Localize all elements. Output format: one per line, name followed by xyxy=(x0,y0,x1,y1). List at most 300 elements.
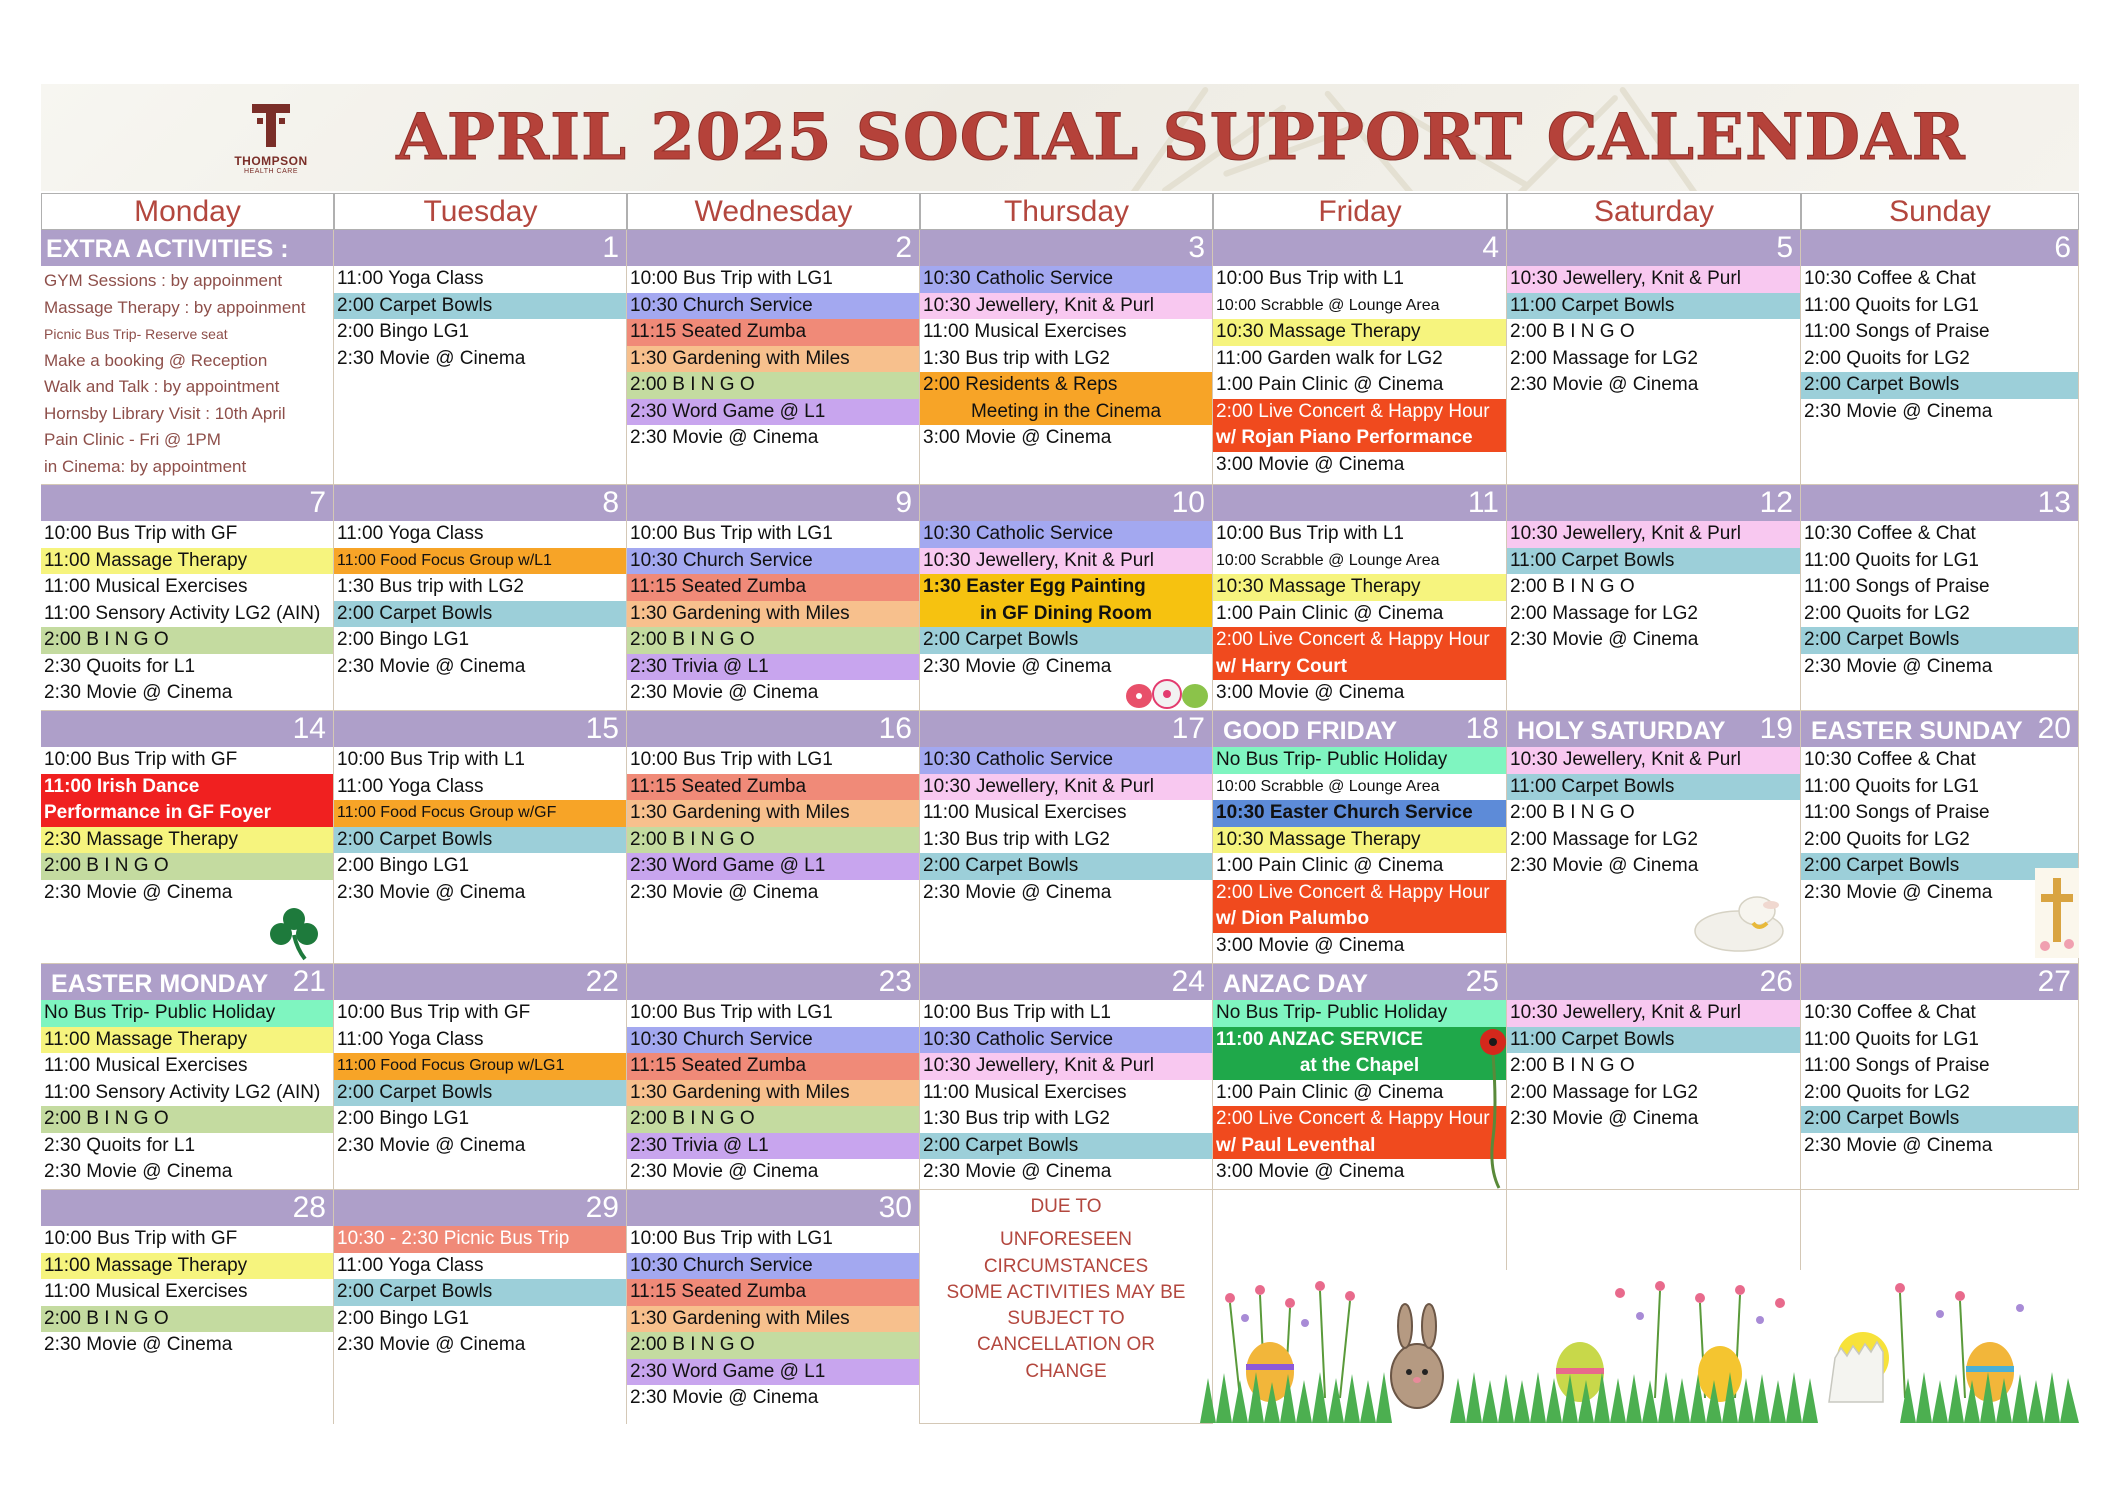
event-carpet-bowls: 2:00 Carpet Bowls xyxy=(1801,853,2078,880)
event-carpet-bowls: 2:00 Carpet Bowls xyxy=(334,1279,626,1306)
event-coffee-chat: 10:30 Coffee & Chat xyxy=(1804,268,1976,289)
event-quoits: 11:00 Quoits for LG1 xyxy=(1804,1028,1979,1050)
event-songs-of-praise: 11:00 Songs of Praise xyxy=(1804,1055,1990,1076)
event-quoits: 2:00 Quoits for LG2 xyxy=(1804,602,1970,624)
event-movie: 2:30 Movie @ Cinema xyxy=(337,881,526,903)
event-movie: 2:30 Movie @ Cinema xyxy=(1510,1108,1699,1129)
day-number: 26 xyxy=(1759,965,1793,998)
lamb-icon xyxy=(1687,889,1787,955)
event-bus-trip: 1:30 Bus trip with LG2 xyxy=(337,576,524,597)
day-cell-19 xyxy=(1507,711,1801,964)
day-cell-23 xyxy=(627,964,920,1190)
event-carpet-bowls: 2:00 Carpet Bowls xyxy=(920,1133,1212,1160)
day-cell-13 xyxy=(1801,485,2079,711)
day-bar xyxy=(1213,485,1506,521)
day-number: 4 xyxy=(1482,231,1499,264)
day-bar xyxy=(920,711,1212,747)
event-massage: 10:30 Massage Therapy xyxy=(1213,574,1506,601)
event-coffee-chat: 10:30 Coffee & Chat xyxy=(1804,1002,1976,1023)
event-list xyxy=(627,1226,919,1412)
event-word-game: 2:30 Word Game @ L1 xyxy=(627,1359,919,1386)
event-list xyxy=(41,521,333,707)
event-garden-walk: 11:00 Garden walk for LG2 xyxy=(1216,347,1443,369)
event-carpet-bowls: 11:00 Carpet Bowls xyxy=(1507,293,1800,320)
event-bingo: 2:00 B I N G O xyxy=(41,1106,333,1133)
day-number: 20 xyxy=(2037,712,2071,745)
holiday-label: GOOD FRIDAY xyxy=(1223,717,1398,745)
event-sensory-activity: 11:00 Sensory Activity LG2 (AIN) xyxy=(44,602,321,624)
event-bus-trip: 10:00 Bus Trip with GF xyxy=(337,1002,531,1023)
event-movie: 2:30 Movie @ Cinema xyxy=(630,1161,819,1182)
day-bar xyxy=(1801,964,2078,1000)
event-movie: 3:00 Movie @ Cinema xyxy=(1216,453,1405,475)
holiday-label: HOLY SATURDAY xyxy=(1517,717,1726,745)
event-movie: 2:30 Movie @ Cinema xyxy=(1804,881,1993,903)
event-zumba: 11:15 Seated Zumba xyxy=(627,774,919,801)
day-number: 30 xyxy=(878,1191,912,1224)
event-carpet-bowls: 11:00 Carpet Bowls xyxy=(1507,548,1800,575)
event-bingo: 2:00 Bingo LG1 xyxy=(337,1307,470,1329)
event-massage: 11:00 Massage Therapy xyxy=(41,1253,333,1280)
event-bus-trip: 10:00 Bus Trip with GF xyxy=(44,749,238,770)
event-list xyxy=(41,747,333,906)
day-bar xyxy=(1801,485,2078,521)
event-musical-exercises: 11:00 Musical Exercises xyxy=(44,1055,248,1076)
event-yoga: 11:00 Yoga Class xyxy=(337,1028,484,1050)
day-bar xyxy=(1801,230,2078,266)
event-movie: 3:00 Movie @ Cinema xyxy=(1216,934,1405,956)
event-carpet-bowls: 2:00 Carpet Bowls xyxy=(1801,627,2078,654)
day-cell-4 xyxy=(1213,230,1507,485)
event-movie: 2:30 Movie @ Cinema xyxy=(923,1161,1112,1182)
logo-t-icon xyxy=(252,104,290,150)
event-movie: 3:00 Movie @ Cinema xyxy=(1216,682,1405,703)
event-carpet-bowls: 11:00 Carpet Bowls xyxy=(1507,1027,1800,1054)
event-carpet-bowls: 2:00 Carpet Bowls xyxy=(1801,372,2078,399)
day-header-sunday: Sunday xyxy=(1801,193,2079,230)
event-movie: 2:30 Movie @ Cinema xyxy=(923,655,1112,677)
event-coffee-chat: 10:30 Coffee & Chat xyxy=(1804,523,1976,544)
event-carpet-bowls: 2:00 Carpet Bowls xyxy=(920,853,1212,880)
day-bar xyxy=(41,964,333,1000)
event-list xyxy=(627,266,919,452)
day-number: 28 xyxy=(292,1191,326,1224)
event-zumba: 11:15 Seated Zumba xyxy=(627,574,919,601)
event-gardening: 1:30 Gardening with Miles xyxy=(627,1306,919,1333)
event-bus-trip: 10:00 Bus Trip with LG1 xyxy=(630,1228,833,1249)
extra-item: Picnic Bus Trip- Reserve seat xyxy=(44,326,228,342)
event-food-focus: 11:00 Food Focus Group w/L1 xyxy=(334,548,626,575)
event-massage: 10:30 Massage Therapy xyxy=(1213,827,1506,854)
event-movie: 2:30 Movie @ Cinema xyxy=(630,427,819,448)
event-movie: 2:30 Movie @ Cinema xyxy=(923,881,1112,903)
event-carpet-bowls: 2:00 Carpet Bowls xyxy=(334,293,626,320)
event-jewellery: 10:30 Jewellery, Knit & Purl xyxy=(920,1053,1212,1080)
event-pain-clinic: 1:00 Pain Clinic @ Cinema xyxy=(1216,602,1444,624)
event-list xyxy=(627,747,919,906)
day-cell-18 xyxy=(1213,711,1507,964)
day-bar xyxy=(334,711,626,747)
day-cell-15 xyxy=(334,711,627,964)
day-bar xyxy=(920,230,1212,266)
day-cell-6 xyxy=(1801,230,2079,485)
event-carpet-bowls: 2:00 Carpet Bowls xyxy=(334,827,626,854)
event-movie: 2:30 Movie @ Cinema xyxy=(44,682,233,703)
event-public-holiday: No Bus Trip- Public Holiday xyxy=(1213,1000,1506,1027)
day-number: 27 xyxy=(2037,965,2071,998)
event-musical-exercises: 11:00 Musical Exercises xyxy=(923,802,1127,823)
event-food-focus: 11:00 Food Focus Group w/GF xyxy=(334,800,626,827)
event-trivia: 2:30 Trivia @ L1 xyxy=(627,654,919,681)
day-header-tuesday: Tuesday xyxy=(334,193,627,230)
day-cell-29 xyxy=(334,1190,627,1424)
event-bingo: 2:00 B I N G O xyxy=(41,1306,333,1333)
event-church-service: 10:30 Church Service xyxy=(627,1027,919,1054)
event-word-game: 2:30 Word Game @ L1 xyxy=(627,853,919,880)
day-bar xyxy=(334,485,626,521)
day-cell-5 xyxy=(1507,230,1801,485)
event-public-holiday: No Bus Trip- Public Holiday xyxy=(41,1000,333,1027)
event-movie: 2:30 Movie @ Cinema xyxy=(44,1334,233,1355)
event-jewellery: 10:30 Jewellery, Knit & Purl xyxy=(1507,1000,1800,1027)
day-number: 10 xyxy=(1171,486,1205,519)
day-bar xyxy=(334,964,626,1000)
day-bar xyxy=(627,485,919,521)
page-title: APRIL 2025 SOCIAL SUPPORT CALENDAR xyxy=(396,100,1966,175)
holiday-label: ANZAC DAY xyxy=(1223,970,1368,998)
day-cell-8 xyxy=(334,485,627,711)
event-carpet-bowls: 2:00 Carpet Bowls xyxy=(334,601,626,628)
extra-item: GYM Sessions : by appoinment xyxy=(44,271,283,290)
day-number: 11 xyxy=(1467,486,1499,519)
day-cell-20 xyxy=(1801,711,2079,964)
day-cell-25 xyxy=(1213,964,1507,1190)
event-scrabble: 10:00 Scrabble @ Lounge Area xyxy=(1216,551,1440,569)
day-number: 13 xyxy=(2037,486,2071,519)
empty-cell xyxy=(1507,1190,1801,1270)
extra-item: in Cinema: by appointment xyxy=(44,456,247,476)
event-list xyxy=(1801,521,2078,680)
day-number: 18 xyxy=(1465,712,1499,745)
event-residents-reps: 2:00 Residents & Reps xyxy=(920,372,1212,399)
event-gardening: 1:30 Gardening with Miles xyxy=(627,1080,919,1107)
event-movie: 2:30 Movie @ Cinema xyxy=(630,1387,819,1408)
event-list xyxy=(1507,1000,1800,1133)
day-cell-27 xyxy=(1801,964,2079,1190)
event-gardening: 1:30 Gardening with Miles xyxy=(627,601,919,628)
day-number: 2 xyxy=(895,231,912,264)
day-cell-3 xyxy=(920,230,1213,485)
event-picnic-bus-trip: 10:30 - 2:30 Picnic Bus Trip xyxy=(334,1226,626,1253)
empty-cell xyxy=(1213,1190,1507,1270)
event-movie: 2:30 Movie @ Cinema xyxy=(337,347,526,369)
event-bingo: 2:00 Bingo LG1 xyxy=(337,1108,470,1129)
event-irish-dance: 11:00 Irish Dance xyxy=(41,774,333,801)
day-header-thursday: Thursday xyxy=(920,193,1213,230)
event-bus-trip: 10:00 Bus Trip with L1 xyxy=(923,1002,1111,1023)
event-bus-trip: 10:00 Bus Trip with LG1 xyxy=(630,523,833,544)
event-bus-trip: 10:00 Bus Trip with LG1 xyxy=(630,1002,833,1023)
day-number: 16 xyxy=(878,712,912,745)
cross-icon xyxy=(2035,868,2079,958)
day-bar xyxy=(627,1190,919,1226)
day-number: 12 xyxy=(1759,486,1793,519)
event-list xyxy=(1213,266,1506,478)
event-movie: 2:30 Movie @ Cinema xyxy=(630,881,819,903)
event-easter-egg-painting: 1:30 Easter Egg Painting xyxy=(920,574,1212,601)
event-quoits: 11:00 Quoits for LG1 xyxy=(1804,294,1979,316)
event-catholic-service: 10:30 Catholic Service xyxy=(920,747,1212,774)
notice-line: SOME ACTIVITIES MAY BE xyxy=(946,1281,1186,1303)
easter-garden-decoration xyxy=(1200,1268,2079,1423)
notice-line: UNFORESEEN xyxy=(1000,1229,1132,1251)
day-cell-7 xyxy=(41,485,334,711)
day-cell-10 xyxy=(920,485,1213,711)
day-number: 23 xyxy=(878,965,912,998)
day-cell-1 xyxy=(334,230,627,485)
notice-line: CANCELLATION OR xyxy=(976,1334,1156,1356)
event-movie: 2:30 Movie @ Cinema xyxy=(1510,374,1699,395)
event-bingo: 2:00 B I N G O xyxy=(1510,1055,1635,1076)
event-movie: 2:30 Movie @ Cinema xyxy=(1804,1134,1993,1156)
event-residents-reps-cont: Meeting in the Cinema xyxy=(920,399,1212,426)
notice-line: SUBJECT TO xyxy=(1007,1308,1125,1330)
logo-name: THOMPSON xyxy=(234,154,308,168)
day-cell-12 xyxy=(1507,485,1801,711)
event-gardening: 1:30 Gardening with Miles xyxy=(627,346,919,373)
day-number: 7 xyxy=(309,486,326,519)
day-cell-21 xyxy=(41,964,334,1190)
notice-line: CHANGE xyxy=(1025,1360,1107,1382)
event-movie: 2:30 Movie @ Cinema xyxy=(337,655,526,677)
event-live-concert: 2:00 Live Concert & Happy Hour xyxy=(1213,627,1506,654)
event-bingo: 2:00 B I N G O xyxy=(627,827,919,854)
event-coffee-chat: 10:30 Coffee & Chat xyxy=(1804,749,1976,770)
event-catholic-service: 10:30 Catholic Service xyxy=(920,521,1212,548)
event-quoits: 2:30 Quoits for L1 xyxy=(44,655,196,677)
event-trivia: 2:30 Trivia @ L1 xyxy=(627,1133,919,1160)
event-quoits: 2:00 Quoits for LG2 xyxy=(1804,828,1970,850)
event-bingo: 2:00 B I N G O xyxy=(41,627,333,654)
event-bingo: 2:00 B I N G O xyxy=(627,1332,919,1359)
event-carpet-bowls: 2:00 Carpet Bowls xyxy=(1801,1106,2078,1133)
event-jewellery: 10:30 Jewellery, Knit & Purl xyxy=(1507,747,1800,774)
event-irish-dance-location: Performance in GF Foyer xyxy=(41,800,333,827)
extra-activities-label: EXTRA ACTIVITIES : xyxy=(46,235,289,263)
extra-activities-list xyxy=(41,268,333,480)
day-number: 17 xyxy=(1171,712,1205,745)
day-bar xyxy=(1507,485,1800,521)
event-list xyxy=(1507,266,1800,399)
day-number: 1 xyxy=(602,231,619,264)
event-pain-clinic: 1:00 Pain Clinic @ Cinema xyxy=(1216,1081,1444,1103)
event-jewellery: 10:30 Jewellery, Knit & Purl xyxy=(920,774,1212,801)
event-zumba: 11:15 Seated Zumba xyxy=(627,1279,919,1306)
event-bingo: 2:00 Bingo LG1 xyxy=(337,629,470,650)
event-scrabble: 10:00 Scrabble @ Lounge Area xyxy=(1216,296,1440,314)
event-list xyxy=(920,1000,1212,1186)
event-bus-trip: 1:30 Bus trip with LG2 xyxy=(923,828,1110,850)
event-massage: 10:30 Massage Therapy xyxy=(1213,319,1506,346)
event-bingo: 2:00 B I N G O xyxy=(627,1106,919,1133)
event-musical-exercises: 11:00 Musical Exercises xyxy=(923,1081,1127,1103)
day-bar xyxy=(627,964,919,1000)
event-jewellery: 10:30 Jewellery, Knit & Purl xyxy=(1507,266,1800,293)
day-bar xyxy=(627,711,919,747)
day-bar xyxy=(1213,964,1506,1000)
event-church-service: 10:30 Church Service xyxy=(627,548,919,575)
event-movie: 2:30 Movie @ Cinema xyxy=(1510,855,1699,876)
event-list xyxy=(334,747,626,906)
event-list xyxy=(920,266,1212,452)
event-catholic-service: 10:30 Catholic Service xyxy=(920,266,1212,293)
event-list xyxy=(1213,1000,1506,1186)
day-cell-2 xyxy=(627,230,920,485)
event-live-concert-performer: w/ Harry Court xyxy=(1213,654,1506,681)
day-bar xyxy=(41,711,333,747)
event-easter-egg-painting-location: in GF Dining Room xyxy=(920,601,1212,628)
day-bar xyxy=(920,485,1212,521)
event-carpet-bowls: 2:00 Carpet Bowls xyxy=(334,1080,626,1107)
event-movie: 3:00 Movie @ Cinema xyxy=(923,427,1112,448)
extra-item: Walk and Talk : by appointment xyxy=(44,377,280,396)
easter-garden-illustration xyxy=(1200,1268,2079,1423)
event-musical-exercises: 11:00 Musical Exercises xyxy=(44,576,248,597)
event-bus-trip: 10:00 Bus Trip with GF xyxy=(44,1228,238,1249)
event-yoga: 11:00 Yoga Class xyxy=(337,268,484,289)
event-bus-trip: 1:30 Bus trip with LG2 xyxy=(923,347,1110,369)
event-zumba: 11:15 Seated Zumba xyxy=(627,1053,919,1080)
event-jewellery: 10:30 Jewellery, Knit & Purl xyxy=(920,548,1212,575)
event-list xyxy=(1213,747,1506,959)
notice-line: CIRCUMSTANCES xyxy=(983,1255,1149,1277)
day-bar xyxy=(920,964,1212,1000)
day-cell-24 xyxy=(920,964,1213,1190)
event-yoga: 11:00 Yoga Class xyxy=(337,1254,484,1276)
event-massage: 11:00 Massage Therapy xyxy=(41,1027,333,1054)
event-massage: 2:00 Massage for LG2 xyxy=(1510,347,1698,369)
event-jewellery: 10:30 Jewellery, Knit & Purl xyxy=(920,293,1212,320)
event-anzac-service: 11:00 ANZAC SERVICE xyxy=(1213,1027,1506,1054)
event-massage: 2:30 Massage Therapy xyxy=(41,827,333,854)
event-bus-trip: 10:00 Bus Trip with LG1 xyxy=(630,268,833,289)
event-quoits: 2:00 Quoits for LG2 xyxy=(1804,1081,1970,1103)
event-quoits: 2:00 Quoits for LG2 xyxy=(1804,347,1970,369)
day-number: 6 xyxy=(2054,231,2071,264)
day-bar xyxy=(334,1190,626,1226)
event-food-focus: 11:00 Food Focus Group w/LG1 xyxy=(334,1053,626,1080)
event-public-holiday: No Bus Trip- Public Holiday xyxy=(1213,747,1506,774)
event-list xyxy=(334,1226,626,1359)
event-catholic-service: 10:30 Catholic Service xyxy=(920,1027,1212,1054)
event-bus-trip: 10:00 Bus Trip with L1 xyxy=(1216,268,1404,289)
event-list xyxy=(1801,1000,2078,1159)
event-yoga: 11:00 Yoga Class xyxy=(337,775,484,797)
event-yoga: 11:00 Yoga Class xyxy=(337,523,484,544)
day-number: 21 xyxy=(292,965,326,998)
extra-item: Massage Therapy : by appoinment xyxy=(44,297,306,317)
event-bus-trip: 10:00 Bus Trip with GF xyxy=(44,523,238,544)
event-bus-trip: 10:00 Bus Trip with L1 xyxy=(1216,523,1404,544)
event-list xyxy=(920,747,1212,906)
event-list xyxy=(627,1000,919,1186)
notice-line: DUE TO xyxy=(1030,1196,1102,1217)
day-bar xyxy=(1213,230,1506,266)
event-quoits: 11:00 Quoits for LG1 xyxy=(1804,549,1979,571)
day-bar xyxy=(1213,711,1506,747)
day-header-monday: Monday xyxy=(41,193,334,230)
event-live-concert-performer: w/ Paul Leventhal xyxy=(1213,1133,1506,1160)
event-easter-church-service: 10:30 Easter Church Service xyxy=(1213,800,1506,827)
shamrock-icon xyxy=(263,905,325,963)
extra-item: Make a booking @ Reception xyxy=(44,350,268,370)
day-bar xyxy=(1507,230,1800,266)
day-bar xyxy=(1507,964,1800,1000)
event-list xyxy=(1507,747,1800,880)
event-church-service: 10:30 Church Service xyxy=(627,1253,919,1280)
day-number: 9 xyxy=(895,486,912,519)
event-movie: 2:30 Movie @ Cinema xyxy=(630,682,819,703)
extra-activities-bar xyxy=(41,230,333,266)
event-movie: 2:30 Movie @ Cinema xyxy=(1804,655,1993,677)
day-number: 19 xyxy=(1759,712,1793,745)
cancellation-notice xyxy=(920,1194,1212,1385)
day-cell-16 xyxy=(627,711,920,964)
event-zumba: 11:15 Seated Zumba xyxy=(627,319,919,346)
day-cell-22 xyxy=(334,964,627,1190)
event-bingo: 2:00 Bingo LG1 xyxy=(337,321,470,342)
extra-item: Pain Clinic - Fri @ 1PM xyxy=(44,430,221,449)
event-live-concert: 2:00 Live Concert & Happy Hour xyxy=(1213,880,1506,907)
event-movie: 3:00 Movie @ Cinema xyxy=(1216,1161,1405,1182)
day-cell-9 xyxy=(627,485,920,711)
event-list xyxy=(334,266,626,372)
event-quoits: 11:00 Quoits for LG1 xyxy=(1804,775,1979,797)
event-carpet-bowls: 11:00 Carpet Bowls xyxy=(1507,774,1800,801)
event-songs-of-praise: 11:00 Songs of Praise xyxy=(1804,576,1990,597)
day-number: 14 xyxy=(292,712,326,745)
event-bingo: 2:00 B I N G O xyxy=(627,627,919,654)
event-word-game: 2:30 Word Game @ L1 xyxy=(627,399,919,426)
notice-cell xyxy=(920,1190,1213,1424)
event-musical-exercises: 11:00 Musical Exercises xyxy=(923,321,1127,342)
extra-item: Hornsby Library Visit : 10th April xyxy=(44,403,286,423)
event-list xyxy=(1213,521,1506,707)
event-list xyxy=(1801,266,2078,425)
event-pain-clinic: 1:00 Pain Clinic @ Cinema xyxy=(1216,374,1444,395)
event-bingo: 2:00 B I N G O xyxy=(1510,576,1635,597)
day-header-saturday: Saturday xyxy=(1507,193,1801,230)
event-bus-trip: 10:00 Bus Trip with LG1 xyxy=(630,749,833,770)
event-movie: 2:30 Movie @ Cinema xyxy=(44,881,233,903)
event-massage: 2:00 Massage for LG2 xyxy=(1510,1081,1698,1103)
event-bus-trip: 1:30 Bus trip with LG2 xyxy=(923,1108,1110,1129)
easter-eggs-icon xyxy=(1125,678,1211,710)
day-cell-30 xyxy=(627,1190,920,1424)
event-list xyxy=(41,1000,333,1186)
day-number: 8 xyxy=(602,486,619,519)
day-bar xyxy=(1507,711,1800,747)
day-number: 29 xyxy=(585,1191,619,1224)
day-number: 15 xyxy=(585,712,619,745)
event-list xyxy=(41,1226,333,1359)
day-cell-26 xyxy=(1507,964,1801,1190)
event-list xyxy=(334,1000,626,1159)
day-number: 22 xyxy=(585,965,619,998)
day-cell-11 xyxy=(1213,485,1507,711)
event-bingo: 2:00 Bingo LG1 xyxy=(337,855,470,876)
event-sensory-activity: 11:00 Sensory Activity LG2 (AIN) xyxy=(44,1081,321,1103)
